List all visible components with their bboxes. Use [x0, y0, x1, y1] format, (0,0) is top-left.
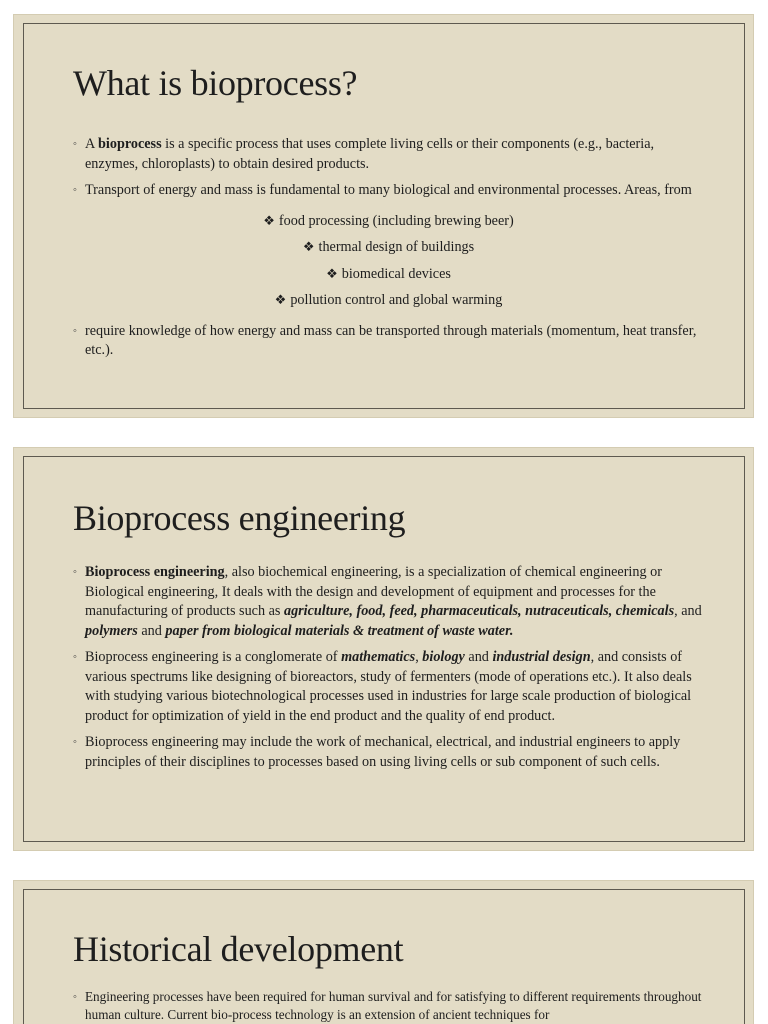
bullet-emphasis: paper from biological materials & treatment of waste water. — [165, 622, 514, 639]
bullet-text: Bioprocess engineering is a conglomerate of — [85, 649, 342, 665]
bullet-item — [73, 648, 704, 726]
bullet-emphasis: biology — [422, 649, 465, 665]
bullet-text: Transport of energy and mass is fundamental to many biological and environmental processes. Areas, from — [85, 182, 692, 198]
bullet-bold-term: bioprocess — [98, 136, 162, 152]
bullet-text: and — [464, 649, 493, 665]
bullet-item — [73, 733, 704, 772]
sub-item-text: biomedical devices — [341, 265, 451, 282]
bullet-emphasis: mathematics — [341, 649, 416, 665]
bullet-item — [73, 181, 704, 201]
bullet-mark: ◦ — [73, 324, 77, 337]
diamond-bullet-icon: ❖ — [302, 239, 315, 254]
bullet-mark: ◦ — [73, 991, 77, 1003]
sub-list — [73, 208, 704, 314]
bullet-text: , — [415, 649, 423, 665]
slide-bioprocess-engineering — [14, 448, 753, 850]
slide-title: Historical development — [73, 929, 404, 969]
bullet-text: , also biochemical engineering, is a specialization of chemical engineering or Biological engineering, It deals with the design and development of equipment and processes for the manufacturing of products such as — [85, 564, 662, 619]
diamond-bullet-icon: ❖ — [263, 212, 275, 228]
bullet-bold-term: Bioprocess engineering — [85, 564, 225, 580]
sub-item — [73, 261, 704, 288]
bullet-mark: ◦ — [73, 566, 77, 578]
slide-frame — [23, 23, 745, 409]
bullet-text: Engineering processes have been required for human survival and for satisfying to different requirements throughout human culture. Current bio-process technology is an extension of ancient techniques for — [85, 989, 702, 1022]
bullet-item — [73, 563, 704, 641]
bullet-mark: ◦ — [73, 651, 77, 663]
sub-item-text: pollution control and global warming — [290, 292, 503, 308]
bullet-text: A — [85, 136, 99, 152]
bullet-text: is a specific process that uses complete living cells or their components (e.g., bacteria, enzymes, chloroplasts) to obtain desired products. — [85, 136, 655, 172]
sub-item — [73, 208, 704, 235]
slide-historical-development — [14, 881, 753, 1024]
slide-body — [73, 988, 704, 1024]
slide-body — [73, 563, 704, 779]
slide-title: Bioprocess engineering — [73, 498, 406, 538]
slide-body — [73, 135, 704, 368]
bullet-text: , and consists of various spectrums like designing of bioreactors, study of fermenters (mode of operations etc.). It also deals with studying various biotechnological processes used in industries for large scale production of biological product for optimization of yield in the end product and the quality of end product. — [85, 649, 692, 724]
sub-item — [73, 234, 704, 261]
bullet-item — [73, 988, 704, 1024]
diamond-bullet-icon: ❖ — [326, 265, 338, 281]
bullet-mark: ◦ — [73, 736, 77, 748]
bullet-item — [73, 322, 704, 361]
bullet-text: and — [137, 622, 166, 639]
sub-item-text: thermal design of buildings — [318, 239, 475, 255]
slide-title: What is bioprocess? — [73, 63, 358, 103]
bullet-text: require knowledge of how energy and mass can be transported through materials (momentum, heat transfer, etc.). — [85, 322, 697, 358]
bullet-emphasis: polymers — [85, 622, 138, 639]
bullet-text: , and — [674, 603, 702, 619]
slide-frame — [23, 889, 745, 1024]
sub-item — [73, 287, 704, 314]
bullet-emphasis: industrial design — [492, 649, 591, 665]
bullet-mark: ◦ — [73, 184, 77, 196]
bullet-item — [73, 135, 704, 174]
sub-item-text: food processing (including brewing beer) — [278, 212, 514, 229]
bullet-mark: ◦ — [73, 138, 77, 150]
bullet-text: Bioprocess engineering may include the work of mechanical, electrical, and industrial engineers to apply principles of their disciplines to processes based on using living cells or sub component of such cells. — [85, 734, 681, 770]
diamond-bullet-icon: ❖ — [274, 292, 287, 307]
slide-frame — [23, 456, 745, 842]
slide-what-is-bioprocess — [14, 15, 753, 417]
bullet-emphasis: agriculture, food, feed, pharmaceuticals, nutraceuticals, chemicals — [283, 603, 675, 619]
